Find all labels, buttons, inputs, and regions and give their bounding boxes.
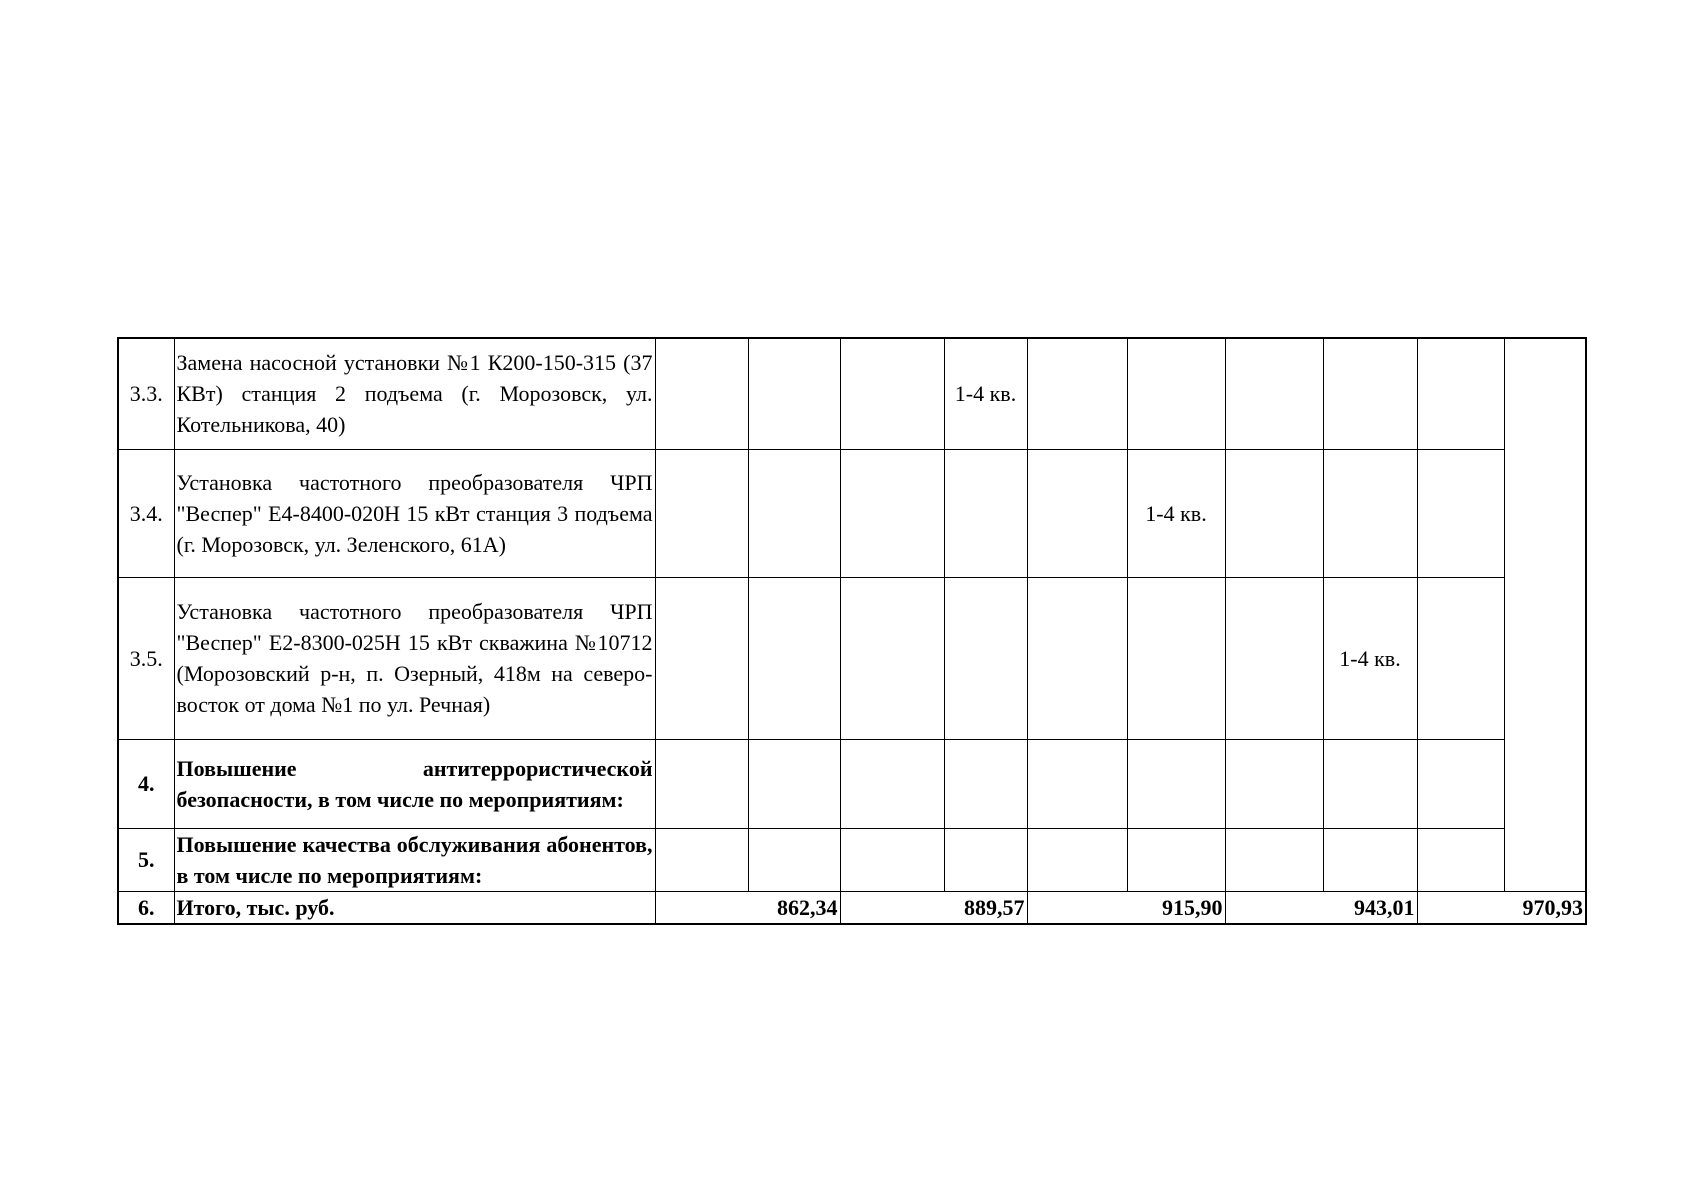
totals-label: Итого, тыс. руб. (174, 891, 655, 924)
total-value: 862,34 (655, 891, 840, 924)
table-cell (748, 449, 840, 577)
total-value: 943,01 (1225, 891, 1417, 924)
table-cell (1323, 449, 1417, 577)
table-cell (1417, 828, 1504, 891)
table-cell (1127, 338, 1225, 449)
table-cell (1225, 449, 1323, 577)
table-cell (1417, 449, 1504, 577)
table-cell (840, 338, 944, 449)
row-description: Замена насосной установки №1 К200-150-315 (37 КВт) станция 2 подъема (г. Морозовск, ул. Котельникова, 40) (174, 338, 655, 449)
table-cell (1027, 338, 1127, 449)
row-description: Установка частотного преобразователя ЧРП "Веспер" Е2-8300-025Н 15 кВт скважина №10712 (Морозовский р-н, п. Озерный, 418м на северо-восток от дома №1 по ул. Речная) (174, 577, 655, 739)
table-row (118, 739, 1586, 828)
table-cell (655, 449, 748, 577)
table-cell (1225, 338, 1323, 449)
table-cell (748, 828, 840, 891)
row-number: 4. (118, 739, 174, 828)
table-cell (1225, 577, 1323, 739)
quarter-cell: 1-4 кв. (944, 338, 1027, 449)
table-cell (1323, 828, 1417, 891)
table-cell (748, 739, 840, 828)
table-cell (655, 828, 748, 891)
table-cell (1225, 739, 1323, 828)
table-cell (1027, 577, 1127, 739)
row-description: Повышение качества обслуживания абонентов, в том числе по мероприятиям: (174, 828, 655, 891)
table-row (118, 577, 1586, 739)
total-value: 970,93 (1417, 891, 1586, 924)
total-value: 915,90 (1027, 891, 1225, 924)
row-number: 6. (118, 891, 174, 924)
table-cell (655, 338, 748, 449)
row-description: Установка частотного преобразователя ЧРП "Веспер" Е4-8400-020Н 15 кВт станция 3 подъема (г. Морозовск, ул. Зеленского, 61А) (174, 449, 655, 577)
table-row (118, 338, 1586, 449)
table-row (118, 828, 1586, 891)
table-cell (944, 739, 1027, 828)
quarter-cell: 1-4 кв. (1127, 449, 1225, 577)
table-cell (840, 828, 944, 891)
table-cell (1127, 828, 1225, 891)
row-number: 5. (118, 828, 174, 891)
table-cell (840, 577, 944, 739)
table-cell (1323, 338, 1417, 449)
table-cell (1027, 739, 1127, 828)
table-cell (1127, 739, 1225, 828)
table-cell (944, 828, 1027, 891)
table-cell (1027, 828, 1127, 891)
table-cell (1417, 739, 1504, 828)
investment-plan-table (117, 337, 1587, 925)
table-cell (1323, 739, 1417, 828)
table-cell (1127, 577, 1225, 739)
table-row (118, 449, 1586, 577)
table-cell (1225, 828, 1323, 891)
totals-row (118, 891, 1586, 924)
quarter-cell: 1-4 кв. (1323, 577, 1417, 739)
table-cell (1417, 577, 1504, 739)
table-cell (1027, 449, 1127, 577)
table-cell (748, 577, 840, 739)
table-cell (944, 449, 1027, 577)
table-cell (944, 577, 1027, 739)
table-cell (840, 449, 944, 577)
row-number: 3.3. (118, 338, 174, 449)
row-number: 3.5. (118, 577, 174, 739)
row-description: Повышение антитеррористической безопасности, в том числе по мероприятиям: (174, 739, 655, 828)
table-cell (748, 338, 840, 449)
table-cell (1417, 338, 1504, 449)
table-cell (840, 739, 944, 828)
row-number: 3.4. (118, 449, 174, 577)
table-cell (655, 739, 748, 828)
table-cell (655, 577, 748, 739)
total-value: 889,57 (840, 891, 1027, 924)
